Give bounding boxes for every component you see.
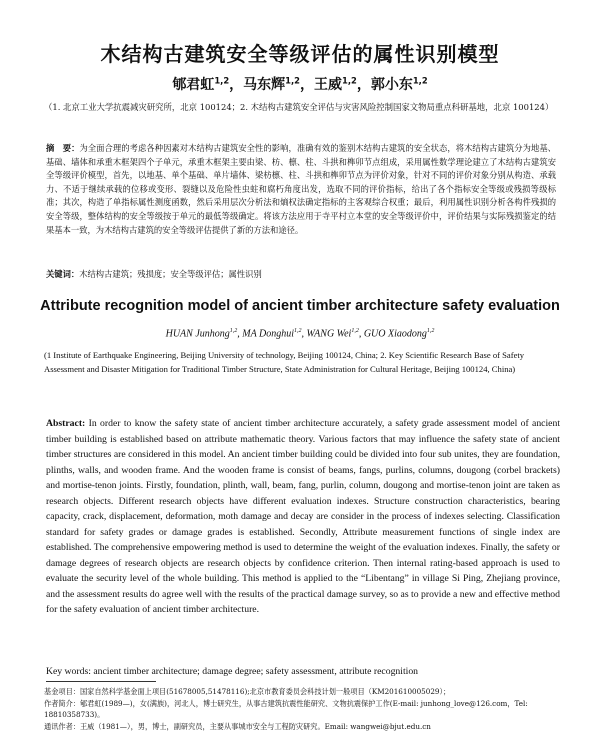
- author-separator: ,: [237, 328, 243, 340]
- author-separator: ,: [358, 328, 364, 340]
- abstract-text: 为全面合理的考虑各种因素对木结构古建筑安全性的影响，准确有效的鉴别木结构古建筑的安全状态，将木结构古建筑分为地基、基础、墙体和承重木框架四个子单元，承重木框架主要由梁、枋、檩、柱、斗拱和榫卯节点组成，采用属性数学理论建立了木结构古建筑安全等级评价模型，首先，以地基、单个基础、单片墙体、梁枋檩、柱、斗拱和榫卯节点为评价对象，针对不同的评价对象分别从构造、承载力、不适于继续承载的位移或变形、裂缝以及危险性虫蛀和腐朽角度出发，选取不同的评价指标，给出了各个指标安全等级或残损等级标准；其次，构造了单指标属性测度函数，然后采用层次分析法和熵权法确定指标的主客观综合权重；最后，利用属性识别分析各构件残损的安全等级，整体结构的安全等级按于单元的最低等级确定。将该方法应用于寺平村立本堂的安全等级评价中，评价结果与实际残损鉴定的结果基本一致，为木结构古建筑的安全等级评估提供了新的方法和途径。: [46, 143, 556, 235]
- footnote-author-bio: 作者简介：郇君虹(1989—)，女(满族)，河北人，博士研究生，从事古建筑抗震性能研究、文物抗震保护工作(E-mail: junhong_love@126.com，Tel: 18810358733)。: [44, 698, 528, 720]
- chinese-keywords: [46, 268, 556, 280]
- english-title: Attribute recognition model of ancient timber architecture safety evaluation: [40, 298, 560, 314]
- chinese-abstract: [46, 142, 556, 237]
- author-affiliation-mark: 1,2: [351, 328, 359, 334]
- english-authors: [0, 328, 600, 339]
- author-name: MA Donghui: [242, 328, 295, 340]
- abstract-label: 摘 要：: [46, 143, 80, 153]
- author-affiliation-mark: 1,2: [214, 75, 230, 86]
- keywords-label: 关键词：: [46, 269, 80, 279]
- chinese-authors: [0, 74, 600, 94]
- author-name: 郇君虹: [172, 77, 215, 93]
- english-abstract: [46, 416, 560, 618]
- english-keywords: [46, 666, 560, 677]
- author-separator: ，: [229, 77, 244, 93]
- author-name: 马东辉: [243, 77, 286, 93]
- keywords-text: 木结构古建筑；残损度；安全等级评估；属性识别: [79, 269, 262, 279]
- footnote-corresponding-author: 通讯作者：王威（1981—），男，博士，副研究员，主要从事城市安全与工程防灾研究。Email: wangwei@bjut.edu.cn: [44, 721, 431, 731]
- author-name: WANG Wei: [306, 328, 352, 340]
- footnote-divider: [46, 681, 156, 682]
- abstract-label: Abstract:: [46, 418, 86, 429]
- author-affiliation-mark: 1,2: [342, 75, 357, 86]
- author-affiliation-mark: 1,2: [412, 75, 428, 86]
- english-affiliation: (1 Institute of Earthquake Engineering, Beijing University of technology, Beijing 100124, China; 2. Key Scientific Research Base of Safety Assessment and Disaster Mitigation for Traditional Timber Structure, State Administration for Cultural Heritage, Beijing 100124, China): [44, 350, 525, 374]
- author-separator: ，: [356, 77, 371, 93]
- keywords-label: Key words:: [46, 666, 91, 677]
- author-name: 王威: [314, 77, 342, 93]
- author-name: HUAN Junhong: [165, 328, 230, 340]
- author-name: GUO Xiaodong: [363, 328, 427, 340]
- author-affiliation-mark: 1,2: [229, 328, 238, 334]
- author-affiliation-mark: 1,2: [426, 328, 435, 334]
- author-name: 郭小东: [370, 77, 413, 93]
- author-separator: ，: [300, 77, 314, 93]
- keywords-text: ancient timber architecture; damage degree; safety assessment, attribute recognition: [93, 666, 419, 677]
- author-affiliation-mark: 1,2: [294, 328, 302, 334]
- footnote-funding: 基金项目：国家自然科学基金面上项目(51678005,51478116);北京市教育委员会科技计划一般项目（KM201610005029）；: [44, 687, 451, 696]
- abstract-text: In order to know the safety state of ancient timber architecture accurately, a safety grade assessment model of ancient timber building is established based on attribute mathematic theory. Various factors that may influence the safety state of ancient timber structures are considered in this model. An ancient timber building could be divided into four sub unites, they are foundation, plinths, walls, and wooden frame. And the wooden frame is consist of beams, fangs, purlins, columns, dougong (corbel brackets) and mortise-tenon joints. Firstly, foundation, plinth, wall, beam, fang, purlin, column, dougong and mortise-tenon joint are taken as research objects. Different research objects have different evaluation indexes. Structure construction characteristics, bearing capacity, crack, displacement, deformation, moth damage and decay are consider in the process of indexes selecting. Classification standard for safety grades or damage grades is established. Secondly, Attribute measurement functions of single index are established. The comprehensive empowering method is used to determine the weight of the evaluation indexes. Finally, the safety or damage degrees of research objects are research objects by confidence criterion. Then internal rating-based approach is used to evaluate the security level of the whole building. This method is applied to the “Libentang” in village Si Ping, Zhejiang province, and the assessment results do agree well with the results of the practical damage survey, so as to provide a new and effective method for the safety evaluation of ancient timber architecture.: [46, 418, 561, 615]
- chinese-affiliation: （1. 北京工业大学抗震减灾研究所，北京 100124；2. 木结构古建筑安全评估与灾害风险控制国家文物局重点科研基地，北京 100124）: [44, 102, 554, 112]
- author-separator: ,: [301, 328, 307, 340]
- chinese-title: 木结构古建筑安全等级评估的属性识别模型: [100, 42, 500, 66]
- author-affiliation-mark: 1,2: [285, 75, 300, 86]
- footnotes: [44, 686, 564, 732]
